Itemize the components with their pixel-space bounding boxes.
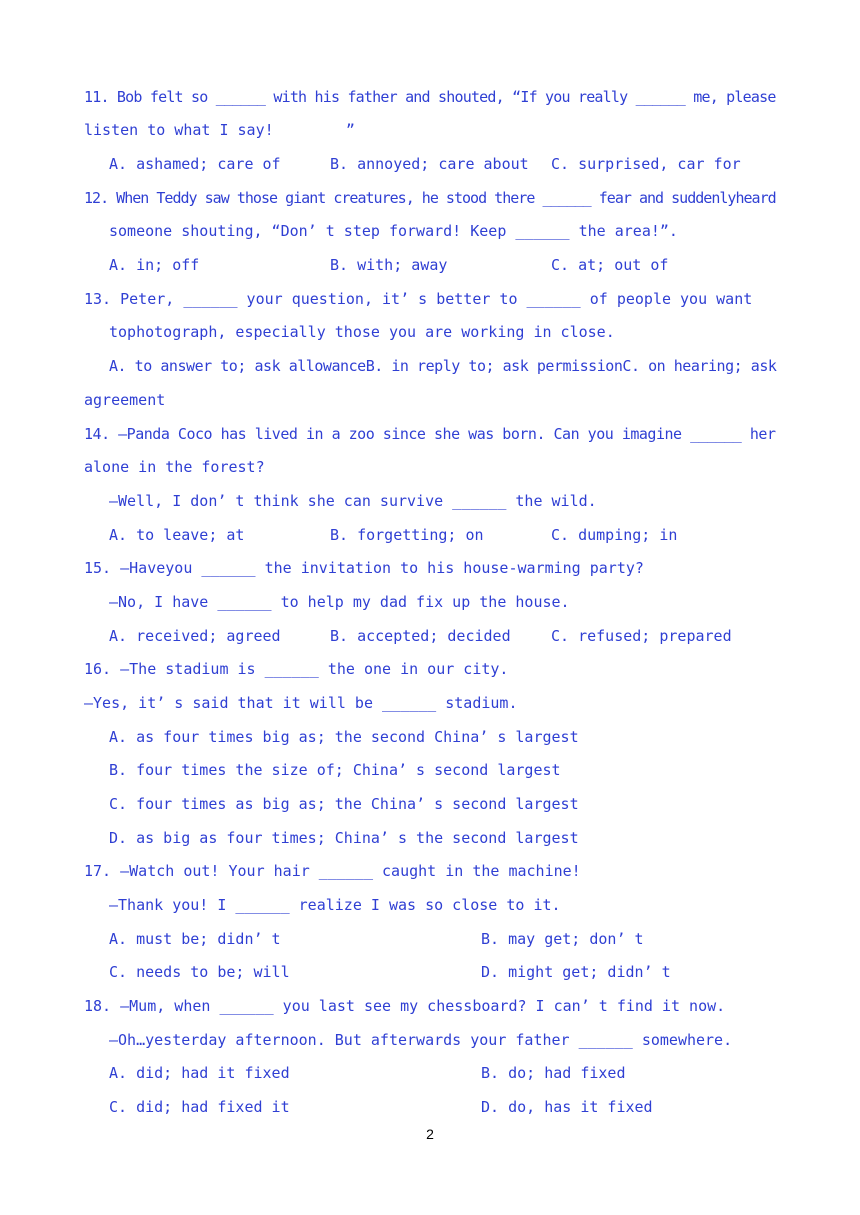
question-18-stem-line-1: 18. —Mum, when ______ you last see my chessboard? I can’ t find it now. (84, 997, 726, 1015)
question-16-stem-line-2: —Yes, it’ s said that it will be ______ stadium. (84, 694, 518, 712)
question-11-option-c: C. surprised, car for (551, 155, 741, 173)
question-14-option-b: B. forgetting; on (330, 526, 484, 544)
question-12-option-a: A. in; off (109, 256, 200, 274)
question-17-option-b: B. may get; don’ t (481, 930, 644, 948)
question-11-option-b: B. annoyed; care about (330, 155, 529, 173)
question-17-option-d: D. might get; didn’ t (481, 963, 671, 981)
question-14-option-c: C. dumping; in (551, 526, 678, 544)
question-16-option-a: A. as four times big as; the second China’ s largest (109, 728, 579, 746)
question-14-stem-line-2: alone in the forest? (84, 458, 265, 476)
question-13-stem-line-1: 13. Peter, ______ your question, it’ s better to ______ of people you want (84, 290, 753, 308)
question-15-option-c: C. refused; prepared (551, 627, 732, 645)
question-18-option-a: A. did; had it fixed (109, 1064, 290, 1082)
question-15-stem-line-1: 15. —Haveyou ______ the invitation to his house-warming party? (84, 559, 644, 577)
question-16-stem-line-1: 16. —The stadium is ______ the one in our city. (84, 660, 509, 678)
page-number: 2 (426, 1126, 434, 1142)
question-12-stem-line-2: someone shouting, “Don’ t step forward! Keep ______ the area!”. (109, 222, 678, 240)
question-15-option-a: A. received; agreed (109, 627, 281, 645)
question-17-stem-line-1: 17. —Watch out! Your hair ______ caught in the machine! (84, 862, 581, 880)
question-16-option-c: C. four times as big as; the China’ s second largest (109, 795, 579, 813)
question-12-option-b: B. with; away (330, 256, 448, 274)
question-18-option-b: B. do; had fixed (481, 1064, 626, 1082)
question-18-option-d: D. do, has it fixed (481, 1098, 653, 1116)
question-18-option-c: C. did; had fixed it (109, 1098, 290, 1116)
question-17-option-c: C. needs to be; will (109, 963, 290, 981)
question-16-option-d: D. as big as four times; China’ s the second largest (109, 829, 579, 847)
question-13-stem-line-2: tophotograph, especially those you are working in close. (109, 323, 615, 341)
question-13-options-continued: agreement (84, 391, 166, 409)
question-13-options: A. to answer to; ask allowanceB. in reply to; ask permissionC. on hearing; ask (109, 357, 777, 375)
question-16-option-b: B. four times the size of; China’ s second largest (109, 761, 561, 779)
question-11-stem-line-2: listen to what I say! ” (84, 121, 355, 139)
question-17-option-a: A. must be; didn’ t (109, 930, 281, 948)
question-12-option-c: C. at; out of (551, 256, 669, 274)
question-17-stem-line-2: —Thank you! I ______ realize I was so close to it. (109, 896, 561, 914)
question-15-option-b: B. accepted; decided (330, 627, 511, 645)
question-15-stem-line-2: —No, I have ______ to help my dad fix up the house. (109, 593, 570, 611)
question-11-stem-line-1: 11. Bob felt so ______ with his father and shouted, “If you really ______ me, please (84, 88, 776, 106)
question-14-option-a: A. to leave; at (109, 526, 245, 544)
question-14-stem-line-3: —Well, I don’ t think she can survive ______ the wild. (109, 492, 597, 510)
question-11-option-a: A. ashamed; care of (109, 155, 281, 173)
question-14-stem-line-1: 14. —Panda Coco has lived in a zoo since she was born. Can you imagine ______ her (84, 425, 776, 443)
question-18-stem-line-2: —Oh…yesterday afternoon. But afterwards your father ______ somewhere. (109, 1031, 733, 1049)
question-12-stem-line-1: 12. When Teddy saw those giant creatures, he stood there ______ fear and suddenlyheard (84, 189, 776, 207)
